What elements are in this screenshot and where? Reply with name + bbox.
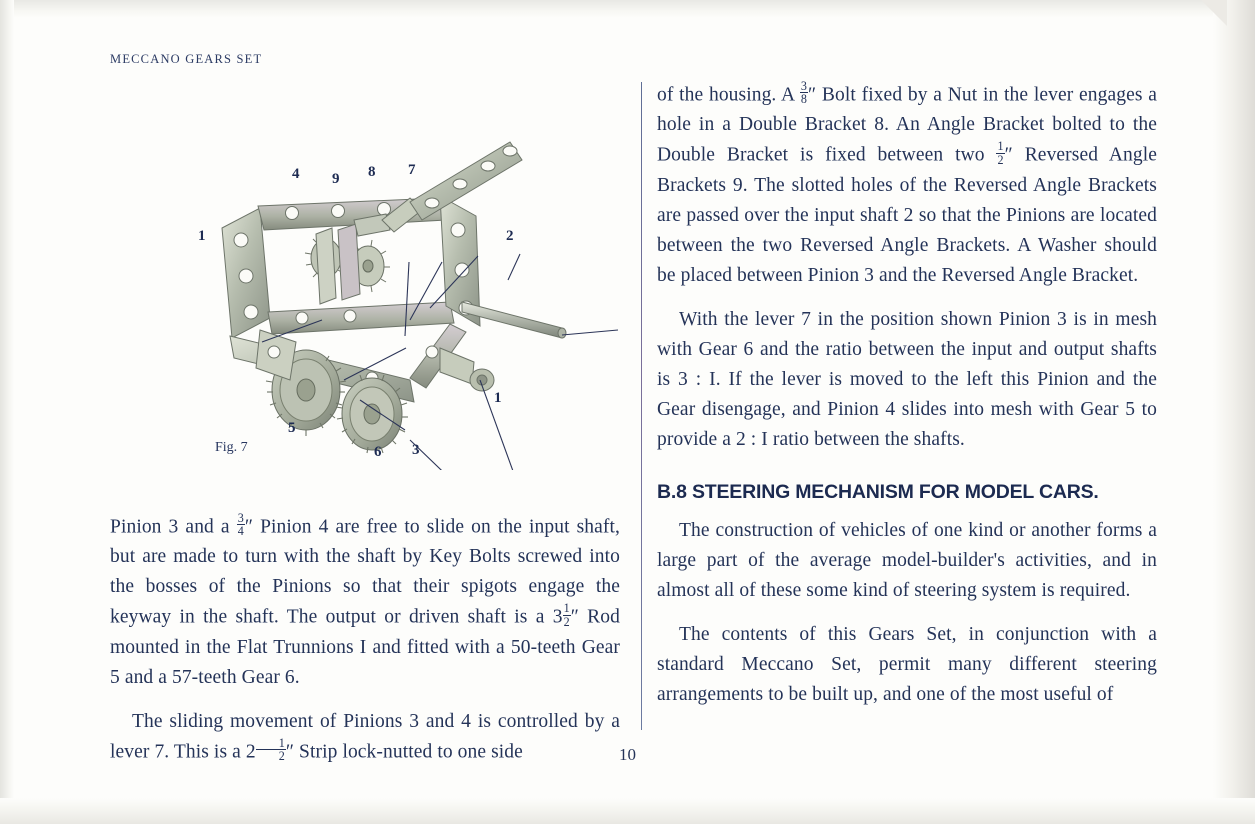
page-edge-bottom (0, 798, 1255, 824)
callout-2: 2 (506, 228, 514, 244)
callout-6: 6 (374, 444, 382, 460)
para1-part-b: ″ Pinion 4 are free to slide on the input shaft, but are made to turn with the shaft by Key Bolts screwed into the bosses of the Pinions so that their spigots engage the keyway in the shaft. The output or driven shaft is a 3 (110, 516, 620, 628)
page-edge-top (0, 0, 1255, 18)
rpara1-part-c: ″ Reversed Angle Brackets 9. The slotted holes of the Reversed Angle Brackets are passed over the input shaft 2 so that the Pinions are located between the two Reversed Angle Brackets. A Washer should be placed between Pinion 3 and the Reversed Angle Bracket. (657, 144, 1157, 286)
running-head: MECCANO GEARS SET (110, 52, 263, 66)
gearbox-illustration (110, 80, 620, 470)
callout-9: 9 (332, 171, 340, 187)
callout-4: 4 (292, 166, 300, 182)
fraction-one-half-b: $\frac{1}{2}$ (256, 737, 286, 762)
paragraph-pinion-description (110, 512, 620, 693)
callout-7: 7 (408, 162, 416, 178)
rpara1-part-b: ″ Bolt fixed by a Nut in the lever engages a hole in a Double Bracket 8. An Angle Bracket bolted to the Double Bracket is fixed between two (657, 84, 1157, 166)
para1-part-c: ″ Rod mounted in the Flat Trunnions I and fitted with a 50-teeth Gear 5 and a 57-teeth Gear 6. (110, 606, 620, 688)
column-divider-rule (641, 82, 642, 730)
paragraph-vehicle-construction: The construction of vehicles of one kind or another forms a large part of the average model-builder's activities, and in almost all of these some kind of steering system is required. (657, 519, 1157, 601)
page-edge-right (1213, 0, 1255, 824)
figure-7 (110, 80, 620, 470)
page-edge-left (0, 0, 14, 824)
para2-part-b: ″ Strip lock-nutted to one side (285, 741, 523, 763)
fraction-three-quarters: $\frac{3}{4}$ (237, 511, 244, 539)
callout-3: 3 (412, 442, 420, 458)
para2-part-a: The sliding movement of Pinions 3 and 4 is controlled by a lever 7. This is a 2 (110, 710, 620, 763)
paragraph-housing-continued (657, 80, 1157, 291)
section-heading-b8: B.8 STEERING MECHANISM FOR MODEL CARS. (657, 480, 1099, 503)
page-number: 10 (619, 745, 636, 764)
right-column-body (657, 80, 1157, 455)
figure-caption: Fig. 7 (215, 440, 248, 455)
paragraph-gears-set-contents: The contents of this Gears Set, in conjunction with a standard Meccano Set, permit many different steering arrangements to be built up, and one of the most useful of (657, 623, 1157, 705)
callout-1-right: 1 (494, 390, 502, 406)
paragraph-ratio-description: With the lever 7 in the position shown Pinion 3 is in mesh with Gear 6 and the ratio between the input and output shafts is 3 : I. If the lever is moved to the left this Pinion and the Gear disengage, and Pinion 4 slides into mesh with Gear 5 to provide a 2 : I ratio between the shafts. (657, 308, 1157, 450)
page-corner-fold (1201, 0, 1227, 26)
fraction-one-half-a: $\frac{1}{2}$ (563, 601, 570, 629)
rpara1-part-a: of the housing. A (657, 84, 800, 106)
right-column-body-2 (657, 516, 1157, 710)
left-column-body (110, 512, 620, 767)
left-column (110, 80, 620, 781)
fraction-one-half-c: $\frac{1}{2}$ (997, 139, 1004, 167)
right-column (657, 80, 1157, 724)
callout-5: 5 (288, 420, 296, 436)
callout-8: 8 (368, 164, 376, 180)
fraction-three-eighths: $\frac{3}{8}$ (800, 79, 807, 107)
para1-part-a: Pinion 3 and a (110, 516, 237, 538)
callout-1-left: 1 (198, 228, 206, 244)
